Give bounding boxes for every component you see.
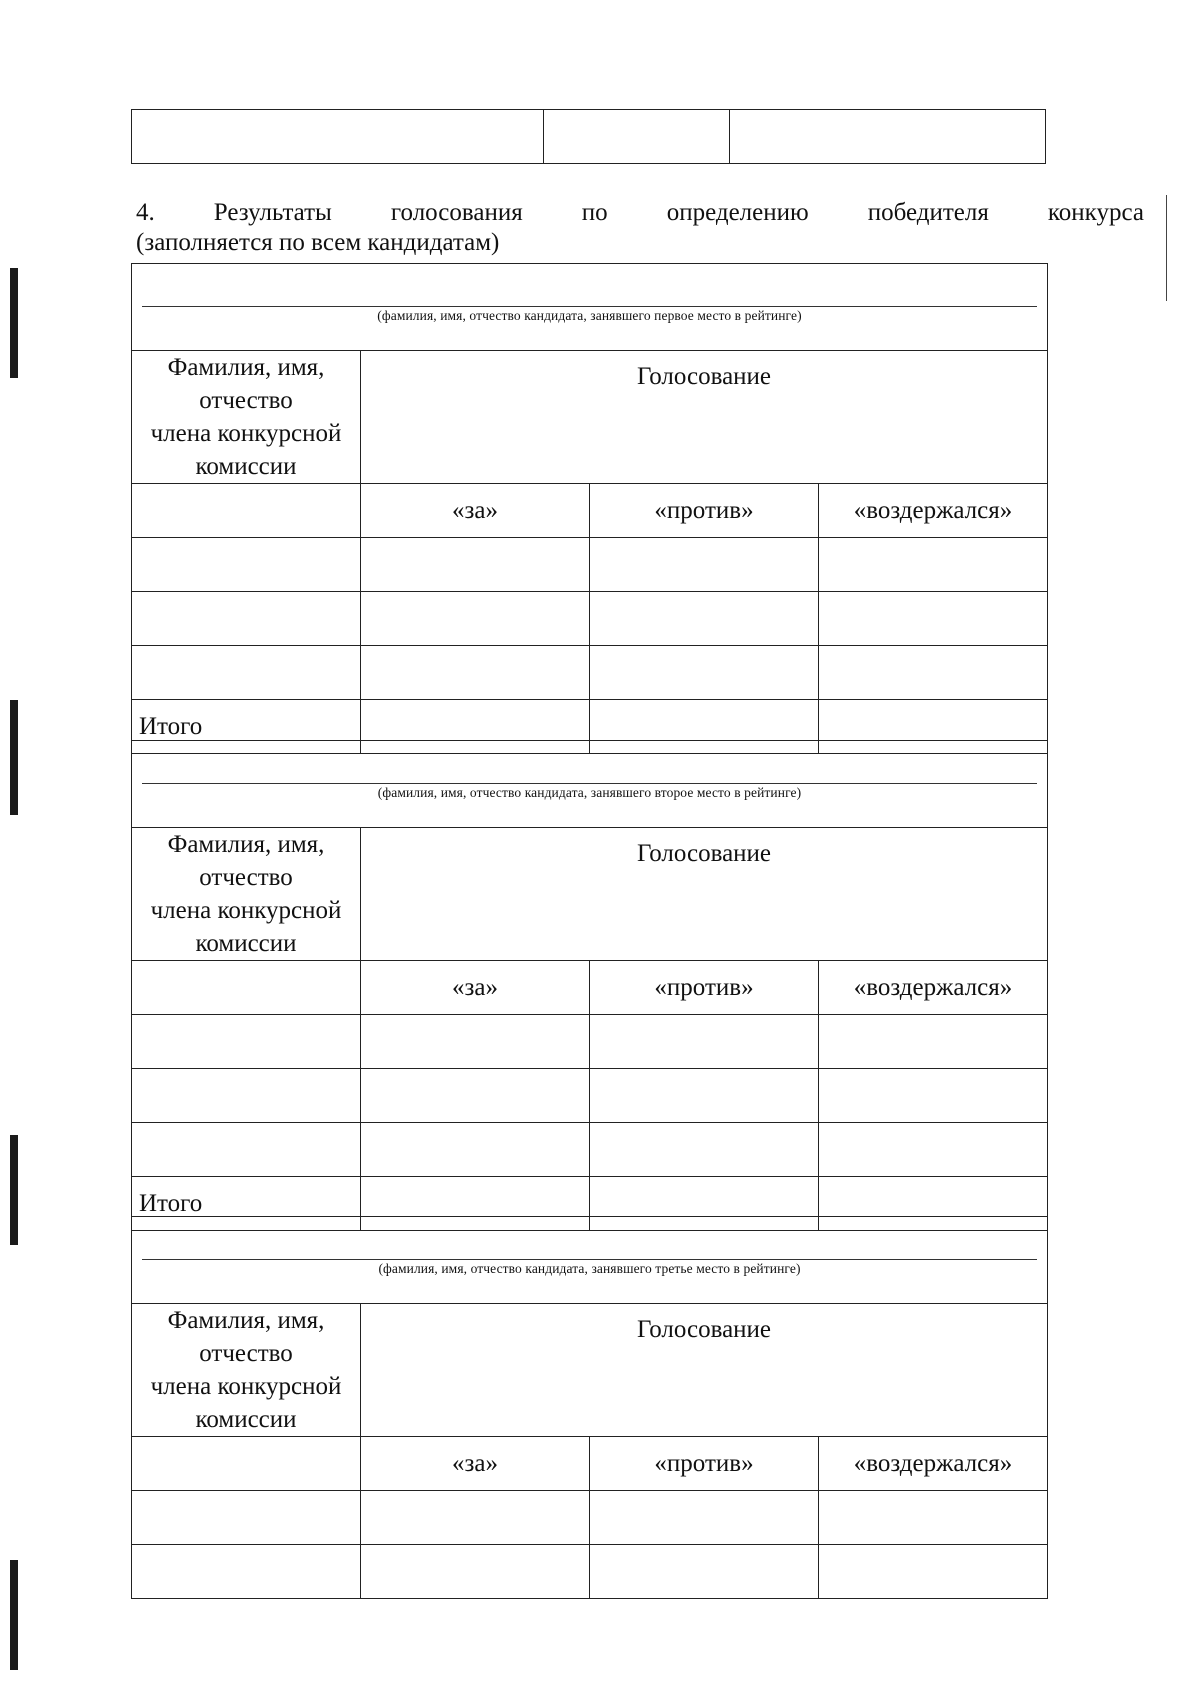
member-cell[interactable] (132, 538, 361, 592)
candidate-caption: (фамилия, имя, отчество кандидата, занявшего первое место в рейтинге) (377, 308, 802, 323)
total-label: Итого (132, 1177, 361, 1231)
scan-mark (10, 700, 18, 815)
for-cell[interactable] (361, 646, 590, 700)
candidate-name-line (142, 1259, 1037, 1260)
member-column-header: Фамилия, имя, отчество члена конкурсной комиссии (132, 1304, 361, 1437)
for-cell[interactable] (361, 1069, 590, 1123)
table-row (132, 592, 1048, 646)
scan-mark (10, 1560, 18, 1670)
table-row (132, 538, 1048, 592)
abstained-cell[interactable] (819, 1545, 1048, 1599)
table-row (132, 1015, 1048, 1069)
against-cell[interactable] (590, 1069, 819, 1123)
abstained-cell[interactable] (819, 646, 1048, 700)
member-cell[interactable] (132, 961, 361, 1015)
section-number: 4. (136, 199, 155, 226)
table-row (132, 1545, 1048, 1599)
scan-mark (10, 1135, 18, 1245)
against-cell[interactable] (590, 1491, 819, 1545)
against-cell[interactable] (590, 1015, 819, 1069)
table-row (132, 1069, 1048, 1123)
against-header: «против» (590, 961, 819, 1015)
table-row (132, 646, 1048, 700)
member-cell[interactable] (132, 484, 361, 538)
for-cell[interactable] (361, 1491, 590, 1545)
against-cell[interactable] (590, 1123, 819, 1177)
for-cell[interactable] (361, 538, 590, 592)
for-header: «за» (361, 961, 590, 1015)
margin-tick (1166, 195, 1167, 301)
member-cell[interactable] (132, 646, 361, 700)
abstained-cell[interactable] (819, 1015, 1048, 1069)
candidate-name-line (142, 783, 1037, 784)
abstained-header: «воздержался» (819, 961, 1048, 1015)
section-heading-line1: 4. Результаты голосования по определению победителя конкурса (136, 199, 1144, 226)
member-cell[interactable] (132, 1123, 361, 1177)
abstained-cell[interactable] (819, 1123, 1048, 1177)
table-row (132, 1491, 1048, 1545)
against-cell[interactable] (590, 592, 819, 646)
candidate-caption: (фамилия, имя, отчество кандидата, занявшего третье место в рейтинге) (378, 1261, 801, 1276)
candidate-name-field[interactable] (132, 1217, 1048, 1304)
scan-mark (10, 268, 18, 378)
for-header: «за» (361, 484, 590, 538)
vote-table-third-place (131, 1216, 1048, 1599)
against-header: «против» (590, 484, 819, 538)
against-cell[interactable] (590, 538, 819, 592)
member-cell[interactable] (132, 1491, 361, 1545)
against-cell[interactable] (590, 646, 819, 700)
abstained-header: «воздержался» (819, 484, 1048, 538)
candidate-name-field[interactable] (132, 741, 1048, 828)
abstained-cell[interactable] (819, 1069, 1048, 1123)
abstained-cell[interactable] (819, 1491, 1048, 1545)
for-header: «за» (361, 1437, 590, 1491)
for-cell[interactable] (361, 1545, 590, 1599)
member-cell[interactable] (132, 1545, 361, 1599)
member-column-header: Фамилия, имя, отчество члена конкурсной комиссии (132, 828, 361, 961)
section-heading (136, 198, 1144, 258)
candidate-name-field[interactable] (132, 264, 1048, 351)
abstained-header: «воздержался» (819, 1437, 1048, 1491)
for-cell[interactable] (361, 1015, 590, 1069)
member-cell[interactable] (132, 1015, 361, 1069)
voting-column-header: Голосование (361, 1304, 1048, 1437)
table-row (132, 1123, 1048, 1177)
voting-column-header: Голосование (361, 828, 1048, 961)
voting-column-header: Голосование (361, 351, 1048, 484)
vote-table-first-place (131, 263, 1048, 754)
for-cell[interactable] (361, 592, 590, 646)
total-label: Итого (132, 700, 361, 754)
for-cell[interactable] (361, 1123, 590, 1177)
abstained-cell[interactable] (819, 538, 1048, 592)
top-remnant-table (131, 109, 1046, 164)
against-cell[interactable] (590, 1545, 819, 1599)
against-header: «против» (590, 1437, 819, 1491)
member-column-header: Фамилия, имя, отчество члена конкурсной комиссии (132, 351, 361, 484)
section-heading-line2: (заполняется по всем кандидатам) (136, 229, 500, 256)
candidate-name-line (142, 306, 1037, 307)
vote-table-second-place (131, 740, 1048, 1231)
member-cell[interactable] (132, 1437, 361, 1491)
member-cell[interactable] (132, 1069, 361, 1123)
abstained-cell[interactable] (819, 592, 1048, 646)
candidate-caption: (фамилия, имя, отчество кандидата, занявшего второе место в рейтинге) (377, 785, 802, 800)
member-cell[interactable] (132, 592, 361, 646)
